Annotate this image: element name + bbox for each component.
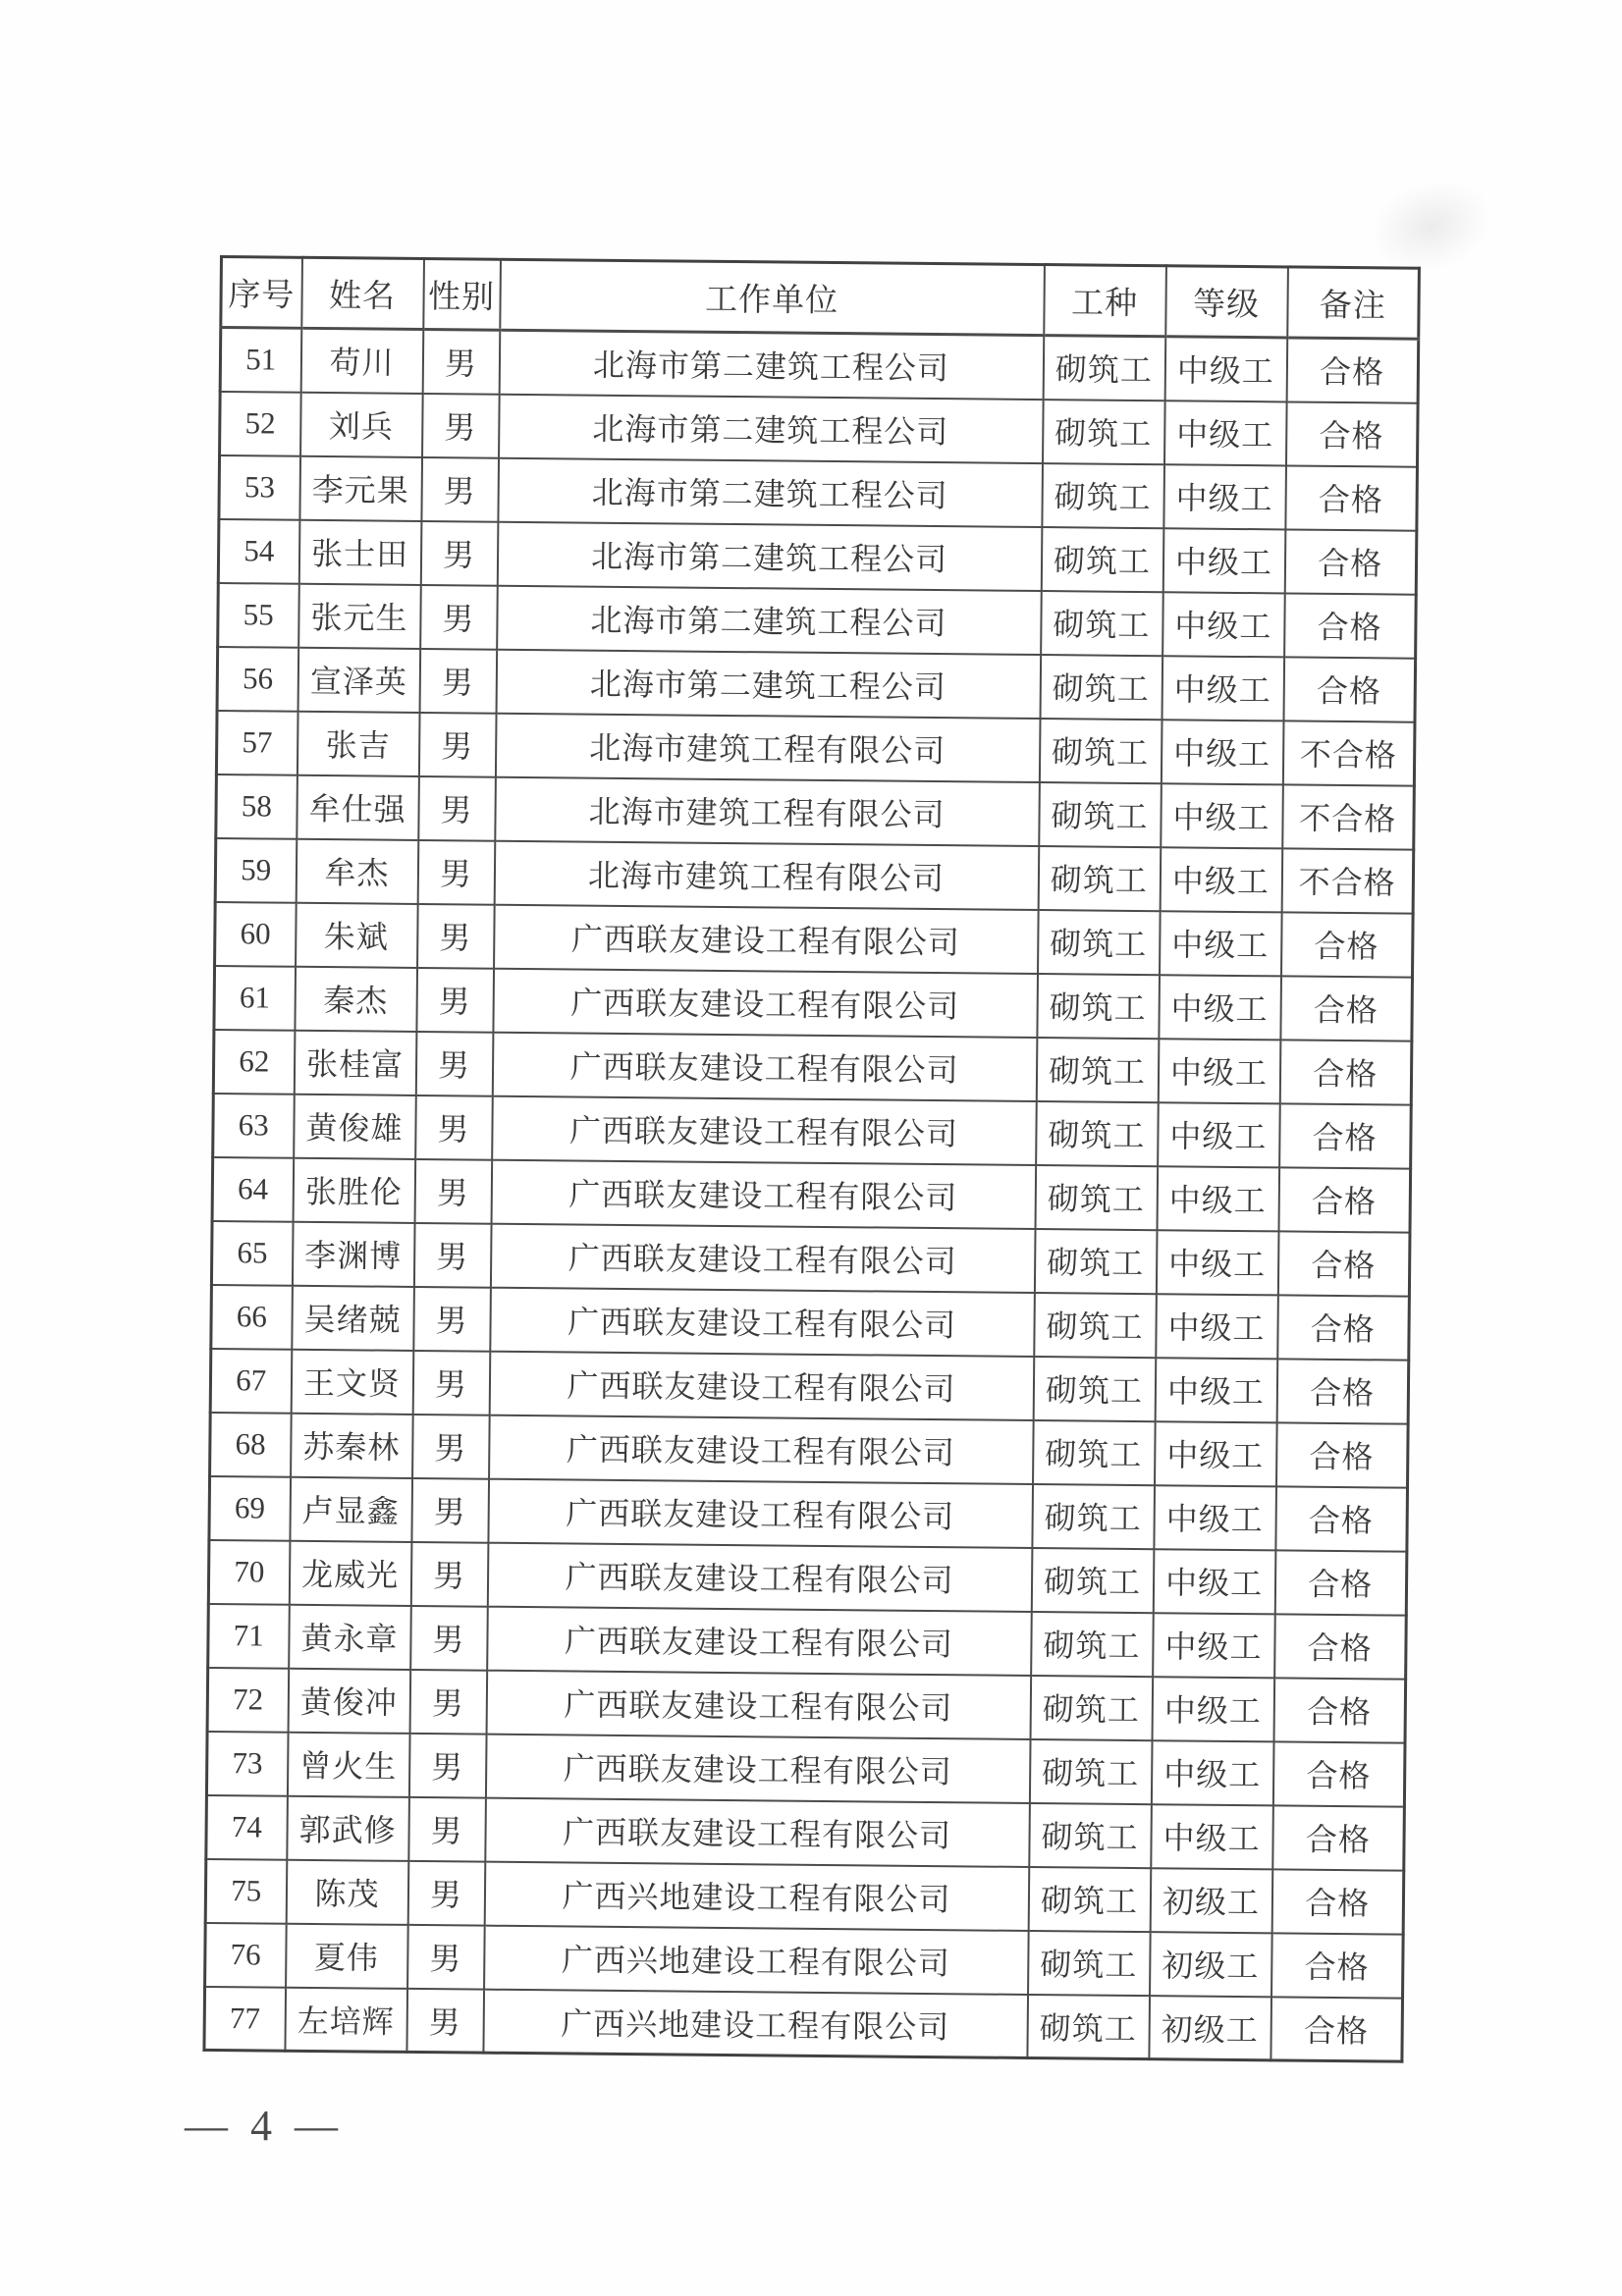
cell-trade: 砌筑工 [1039, 782, 1162, 847]
table-row [213, 1029, 1412, 1104]
cell-name: 卢显鑫 [290, 1476, 412, 1541]
cell-serial: 65 [211, 1220, 293, 1285]
table-row [212, 1156, 1411, 1232]
cell-remark: 合格 [1276, 1422, 1409, 1487]
cell-trade: 砌筑工 [1042, 463, 1164, 528]
cell-grade: 中级工 [1164, 400, 1287, 465]
cell-gender: 男 [415, 1031, 493, 1095]
cell-employer: 北海市第二建筑工程公司 [496, 649, 1041, 718]
cell-gender: 男 [417, 903, 495, 968]
cell-gender: 男 [413, 1286, 491, 1351]
cell-employer: 北海市建筑工程有限公司 [495, 776, 1040, 845]
cell-gender: 男 [418, 775, 496, 840]
cell-name: 曾火生 [287, 1732, 409, 1796]
cell-gender: 男 [416, 967, 494, 1032]
cell-trade: 砌筑工 [1033, 1357, 1156, 1421]
cell-remark: 合格 [1277, 1295, 1410, 1360]
cell-remark: 合格 [1271, 1997, 1403, 2061]
table-header-row [221, 257, 1420, 340]
cell-employer: 广西联友建设工程有限公司 [485, 1734, 1030, 1802]
cell-trade: 砌筑工 [1034, 1229, 1157, 1294]
cell-employer: 北海市第二建筑工程公司 [497, 585, 1042, 654]
cell-grade: 中级工 [1151, 1804, 1273, 1869]
cell-serial: 55 [218, 582, 299, 647]
header-cell-grade: 等级 [1165, 266, 1288, 338]
cell-serial: 75 [205, 1858, 287, 1923]
cell-serial: 73 [206, 1731, 288, 1795]
cell-remark: 合格 [1272, 1741, 1405, 1806]
cell-employer: 广西联友建设工程有限公司 [485, 1797, 1030, 1866]
cell-grade: 中级工 [1160, 847, 1282, 912]
cell-grade: 中级工 [1163, 464, 1286, 529]
table-row [210, 1348, 1409, 1423]
cell-serial: 76 [205, 1922, 287, 1987]
cell-name: 李渊博 [292, 1221, 414, 1286]
cell-trade: 砌筑工 [1041, 527, 1163, 592]
cell-gender: 男 [415, 1095, 493, 1159]
cell-serial: 62 [213, 1029, 295, 1094]
header-cell-serial: 序号 [221, 257, 302, 329]
certification-results-table [202, 255, 1421, 2063]
cell-trade: 砌筑工 [1029, 1738, 1152, 1803]
cell-name: 刘兵 [300, 392, 423, 456]
cell-gender: 男 [413, 1222, 491, 1287]
table-row [211, 1284, 1410, 1360]
cell-grade: 中级工 [1156, 1294, 1278, 1359]
cell-grade: 中级工 [1156, 1230, 1278, 1295]
cell-name: 左培辉 [285, 1987, 407, 2052]
cell-serial: 72 [207, 1667, 289, 1732]
table-row [205, 1922, 1404, 1998]
cell-remark: 合格 [1283, 657, 1416, 721]
cell-name: 李元果 [299, 455, 422, 520]
cell-trade: 砌筑工 [1036, 1038, 1159, 1102]
cell-serial: 66 [211, 1284, 293, 1349]
cell-trade: 砌筑工 [1037, 974, 1160, 1039]
cell-employer: 广西联友建设工程有限公司 [492, 1032, 1037, 1100]
cell-employer: 广西联友建设工程有限公司 [487, 1542, 1032, 1611]
cell-grade: 中级工 [1155, 1358, 1277, 1422]
cell-employer: 广西联友建设工程有限公司 [486, 1670, 1031, 1738]
cell-serial: 52 [220, 392, 301, 456]
cell-employer: 广西兴地建设工程有限公司 [484, 1861, 1029, 1930]
cell-name: 苏秦林 [291, 1413, 413, 1477]
cell-name: 龙威光 [289, 1540, 411, 1605]
cell-grade: 中级工 [1160, 911, 1282, 976]
table-row [205, 1858, 1404, 1934]
cell-trade: 砌筑工 [1041, 591, 1163, 656]
table-row [210, 1412, 1409, 1487]
table-row [208, 1603, 1407, 1679]
cell-employer: 北海市第二建筑工程公司 [498, 457, 1043, 526]
cell-remark: 合格 [1275, 1486, 1408, 1551]
cell-grade: 中级工 [1157, 1166, 1279, 1231]
cell-serial: 70 [208, 1539, 290, 1604]
cell-trade: 砌筑工 [1036, 1101, 1159, 1166]
cell-serial: 64 [212, 1156, 294, 1221]
cell-gender: 男 [410, 1541, 488, 1606]
cell-employer: 广西联友建设工程有限公司 [488, 1478, 1033, 1547]
table-row [216, 710, 1415, 785]
cell-remark: 合格 [1274, 1614, 1407, 1679]
cell-name: 黄俊冲 [288, 1668, 410, 1733]
cell-gender: 男 [418, 712, 496, 776]
cell-remark: 合格 [1273, 1678, 1406, 1742]
cell-gender: 男 [420, 520, 498, 585]
cell-grade: 中级工 [1162, 528, 1285, 593]
cell-serial: 54 [218, 519, 299, 584]
cell-gender: 男 [408, 1796, 486, 1861]
cell-name: 黄永章 [289, 1604, 411, 1669]
cell-gender: 男 [419, 648, 497, 713]
cell-trade: 砌筑工 [1032, 1484, 1155, 1549]
cell-name: 张元生 [298, 583, 421, 648]
cell-trade: 砌筑工 [1043, 336, 1165, 400]
cell-name: 张桂富 [294, 1030, 416, 1095]
cell-employer: 广西联友建设工程有限公司 [493, 968, 1038, 1037]
cell-grade: 中级工 [1161, 720, 1283, 784]
cell-employer: 北海市第二建筑工程公司 [499, 330, 1044, 399]
cell-remark: 不合格 [1282, 721, 1415, 785]
cell-gender: 男 [421, 456, 499, 521]
cell-name: 张胜伦 [293, 1157, 415, 1222]
cell-name: 朱斌 [296, 902, 418, 967]
cell-trade: 砌筑工 [1034, 1293, 1157, 1358]
header-cell-trade: 工种 [1044, 265, 1166, 337]
table-row [219, 455, 1418, 531]
table-row [218, 519, 1417, 595]
cell-employer: 广西联友建设工程有限公司 [487, 1606, 1032, 1675]
cell-remark: 合格 [1284, 593, 1417, 658]
cell-trade: 砌筑工 [1038, 910, 1161, 975]
cell-serial: 51 [220, 328, 301, 393]
cell-employer: 广西联友建设工程有限公司 [491, 1159, 1036, 1228]
cell-remark: 合格 [1285, 401, 1418, 466]
cell-name: 夏伟 [286, 1923, 408, 1988]
cell-trade: 砌筑工 [1043, 400, 1165, 464]
cell-gender: 男 [411, 1477, 489, 1542]
cell-employer: 北海市第二建筑工程公司 [499, 394, 1044, 462]
cell-remark: 合格 [1271, 1933, 1404, 1998]
cell-grade: 中级工 [1158, 1102, 1280, 1167]
cell-name: 吴绪兢 [292, 1285, 414, 1350]
cell-trade: 砌筑工 [1031, 1547, 1154, 1612]
cell-gender: 男 [414, 1158, 492, 1223]
cell-serial: 61 [214, 965, 296, 1030]
cell-grade: 初级工 [1150, 1932, 1272, 1997]
cell-remark: 合格 [1281, 912, 1414, 977]
cell-remark: 不合格 [1282, 784, 1415, 849]
table-row [216, 774, 1415, 849]
cell-grade: 中级工 [1162, 656, 1284, 721]
cell-serial: 60 [215, 901, 297, 966]
table-row [218, 582, 1417, 658]
cell-trade: 砌筑工 [1027, 1994, 1150, 2058]
table-row [215, 837, 1414, 913]
cell-remark: 合格 [1272, 1805, 1405, 1870]
table-row [217, 646, 1416, 721]
cell-trade: 砌筑工 [1033, 1420, 1156, 1485]
cell-grade: 中级工 [1158, 1039, 1280, 1103]
cell-grade: 中级工 [1152, 1677, 1274, 1741]
cell-serial: 57 [216, 710, 297, 774]
cell-name: 王文贤 [291, 1349, 413, 1414]
certification-results-table-wrap [202, 255, 1421, 2063]
cell-gender: 男 [417, 839, 495, 904]
table-row [206, 1731, 1405, 1806]
cell-gender: 男 [409, 1669, 487, 1734]
cell-remark: 合格 [1271, 1869, 1404, 1934]
cell-gender: 男 [407, 1860, 485, 1925]
cell-serial: 59 [215, 837, 297, 902]
cell-serial: 63 [213, 1093, 295, 1157]
table-row [213, 1093, 1412, 1168]
cell-trade: 砌筑工 [1028, 1930, 1151, 1995]
cell-grade: 初级工 [1150, 1868, 1272, 1933]
cell-name: 陈茂 [286, 1859, 408, 1924]
cell-grade: 中级工 [1161, 783, 1283, 848]
cell-employer: 广西联友建设工程有限公司 [489, 1351, 1034, 1419]
cell-remark: 合格 [1274, 1550, 1407, 1615]
cell-grade: 中级工 [1153, 1549, 1275, 1614]
header-cell-remark: 备注 [1287, 267, 1420, 339]
cell-gender: 男 [422, 393, 500, 457]
cell-serial: 74 [206, 1794, 288, 1859]
cell-serial: 58 [216, 774, 297, 838]
cell-gender: 男 [422, 329, 500, 394]
cell-remark: 合格 [1286, 338, 1419, 402]
cell-trade: 砌筑工 [1030, 1675, 1153, 1739]
cell-employer: 北海市建筑工程有限公司 [495, 713, 1040, 781]
cell-trade: 砌筑工 [1029, 1802, 1152, 1867]
cell-remark: 合格 [1278, 1167, 1411, 1232]
header-cell-employer: 工作单位 [500, 259, 1045, 335]
cell-name: 牟杰 [296, 838, 418, 903]
cell-gender: 男 [407, 1924, 485, 1989]
cell-employer: 广西联友建设工程有限公司 [489, 1415, 1034, 1483]
table-row [206, 1794, 1405, 1870]
cell-name: 张士田 [298, 519, 421, 584]
cell-serial: 69 [209, 1475, 291, 1540]
cell-gender: 男 [420, 584, 498, 649]
cell-serial: 71 [208, 1603, 290, 1668]
cell-trade: 砌筑工 [1035, 1165, 1158, 1230]
cell-name: 郭武修 [287, 1795, 409, 1860]
cell-remark: 合格 [1277, 1231, 1410, 1296]
cell-remark: 合格 [1285, 465, 1418, 530]
cell-name: 牟仕强 [297, 774, 419, 839]
table-row [211, 1220, 1410, 1296]
cell-grade: 中级工 [1162, 592, 1285, 657]
cell-remark: 合格 [1276, 1359, 1409, 1423]
header-cell-gender: 性别 [423, 258, 501, 330]
cell-employer: 广西联友建设工程有限公司 [494, 904, 1039, 973]
cell-grade: 中级工 [1154, 1485, 1276, 1550]
table-row [220, 392, 1419, 467]
header-cell-name: 姓名 [301, 257, 424, 329]
cell-trade: 砌筑工 [1038, 846, 1161, 911]
cell-gender: 男 [410, 1605, 488, 1670]
cell-remark: 合格 [1284, 529, 1417, 594]
cell-serial: 77 [204, 1986, 286, 2051]
cell-name: 张吉 [297, 711, 419, 775]
table-row [215, 901, 1414, 977]
table-row [207, 1667, 1406, 1742]
table-row [208, 1539, 1407, 1615]
cell-name: 宣泽英 [297, 647, 420, 712]
cell-remark: 不合格 [1281, 848, 1414, 913]
table-row [214, 965, 1413, 1041]
cell-gender: 男 [412, 1414, 490, 1478]
cell-gender: 男 [408, 1733, 486, 1797]
cell-name: 秦杰 [295, 966, 417, 1031]
cell-serial: 68 [210, 1412, 292, 1476]
results-table-body [204, 328, 1419, 2062]
cell-grade: 中级工 [1153, 1613, 1275, 1678]
page-number: — 4 — [185, 2102, 344, 2150]
table-row [209, 1475, 1408, 1551]
cell-name: 苟川 [300, 328, 423, 393]
cell-grade: 初级工 [1149, 1996, 1271, 2060]
cell-grade: 中级工 [1155, 1421, 1277, 1486]
table-row [204, 1986, 1403, 2061]
cell-remark: 合格 [1279, 1103, 1412, 1168]
cell-serial: 56 [217, 646, 298, 711]
cell-grade: 中级工 [1164, 337, 1287, 401]
cell-employer: 广西兴地建设工程有限公司 [483, 1989, 1028, 2057]
cell-employer: 广西联友建设工程有限公司 [490, 1223, 1035, 1292]
cell-serial: 53 [219, 455, 300, 520]
cell-remark: 合格 [1280, 976, 1413, 1041]
cell-serial: 67 [210, 1348, 292, 1413]
table-row [220, 328, 1419, 403]
cell-trade: 砌筑工 [1031, 1611, 1154, 1676]
cell-employer: 北海市第二建筑工程公司 [497, 521, 1042, 590]
cell-remark: 合格 [1279, 1040, 1412, 1104]
cell-employer: 北海市建筑工程有限公司 [494, 840, 1039, 909]
cell-trade: 砌筑工 [1040, 655, 1162, 720]
cell-employer: 广西联友建设工程有限公司 [490, 1287, 1035, 1356]
cell-grade: 中级工 [1151, 1740, 1273, 1805]
cell-grade: 中级工 [1159, 975, 1281, 1040]
cell-gender: 男 [412, 1350, 490, 1415]
cell-trade: 砌筑工 [1028, 1866, 1151, 1931]
cell-name: 黄俊雄 [294, 1094, 416, 1158]
cell-employer: 广西兴地建设工程有限公司 [484, 1925, 1029, 1994]
cell-trade: 砌筑工 [1039, 719, 1162, 783]
cell-employer: 广西联友建设工程有限公司 [492, 1095, 1037, 1164]
cell-gender: 男 [406, 1988, 484, 2053]
